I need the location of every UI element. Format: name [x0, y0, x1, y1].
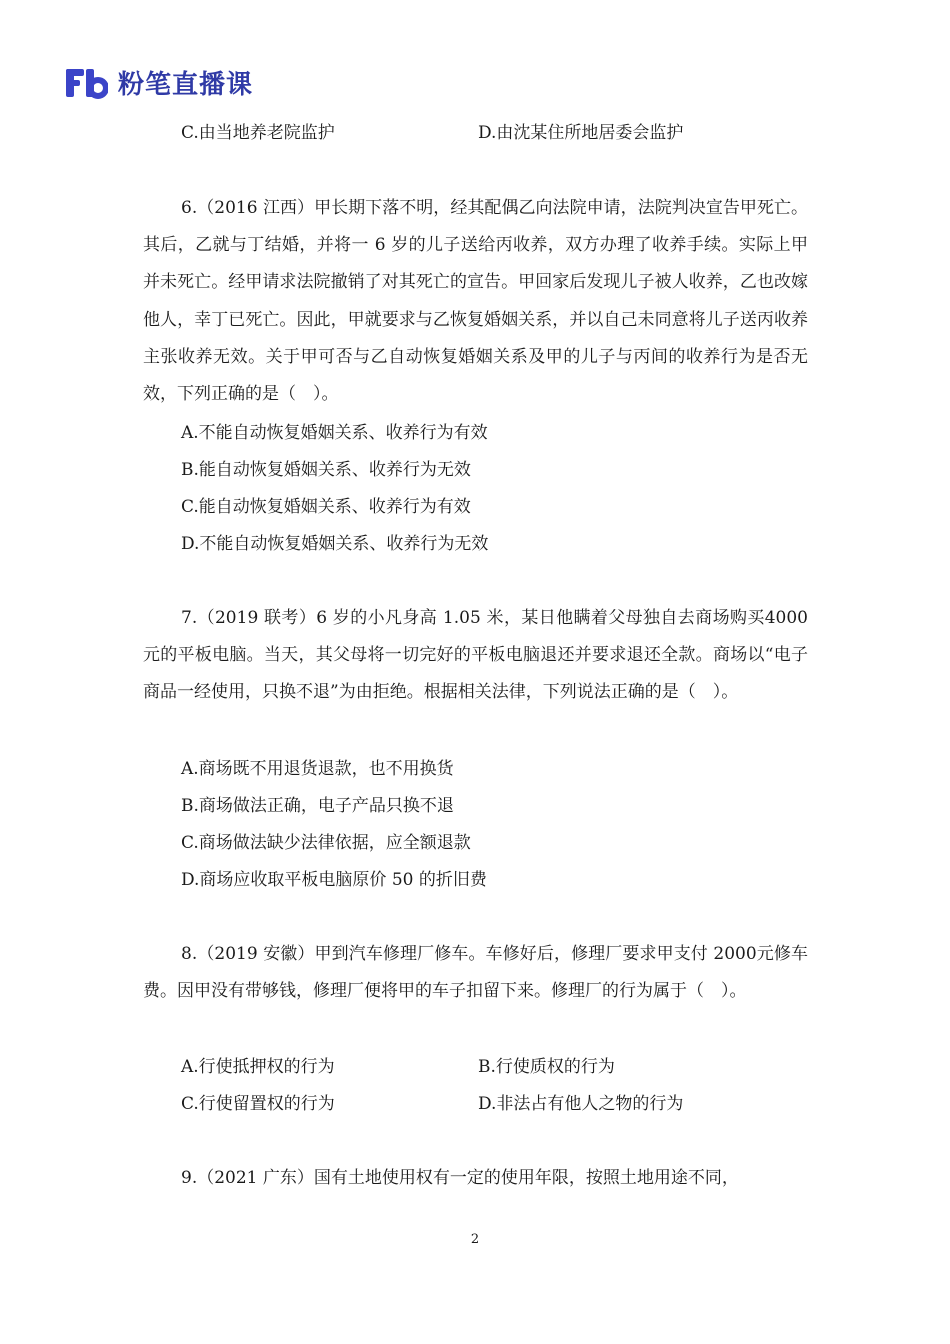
q8-option-b: B.行使质权的行为 — [478, 1057, 615, 1077]
q7-option-b: B.商场做法正确，电子产品只换不退 — [181, 796, 454, 816]
q8-option-d: D.非法占有他人之物的行为 — [478, 1094, 684, 1114]
page-number: 2 — [470, 1232, 480, 1247]
q8-stem: 8.（2019 安徽）甲到汽车修理厂修车。车修好后，修理厂要求甲支付 2000元修车费。因甲没有带够钱，修理厂便将甲的车子扣留下来。修理厂的行为属于（ ）。 — [143, 944, 808, 1002]
q8-option-a: A.行使抵押权的行为 — [181, 1057, 335, 1077]
q6-option-c: C.能自动恢复婚姻关系、收养行为有效 — [181, 497, 471, 517]
q6-option-a: A.不能自动恢复婚姻关系、收养行为有效 — [181, 423, 488, 443]
q8-option-c: C.行使留置权的行为 — [181, 1094, 335, 1114]
brand-name: 粉笔直播课 — [118, 70, 254, 100]
q7-option-d: D.商场应收取平板电脑原价 50 的折旧费 — [181, 870, 487, 890]
q6-option-d: D.不能自动恢复婚姻关系、收养行为无效 — [181, 534, 489, 554]
q9-stem: 9.（2021 广东）国有土地使用权有一定的使用年限，按照土地用途不同， — [181, 1168, 739, 1188]
q5-option-c: C.由当地养老院监护 — [181, 123, 335, 143]
q6-option-b: B.能自动恢复婚姻关系、收养行为无效 — [181, 460, 471, 480]
q7-option-c: C.商场做法缺少法律依据，应全额退款 — [181, 833, 471, 853]
q5-option-d: D.由沈某住所地居委会监护 — [478, 123, 684, 143]
brand-logo — [66, 64, 253, 101]
q7-stem: 7.（2019 联考）6 岁的小凡身高 1.05 米，某日他瞒着父母独自去商场购买4000 元的平板电脑。当天，其父母将一切完好的平板电脑退还并要求退还全款。商场以“电子商品一经使用，只换不退”为由拒绝。根据相关法律，下列说法正确的是（ ）。 — [143, 608, 808, 703]
q6-stem: 6.（2016 江西）甲长期下落不明，经其配偶乙向法院申请，法院判决宣告甲死亡。其后，乙就与丁结婚，并将一 6 岁的儿子送给丙收养，双方办理了收养手续。实际上甲并未死亡。经甲请求法院撤销了对其死亡的宣告。甲回家后发现儿子被人收养，乙也改嫁他人，幸丁已死亡。因此，甲就要求与乙恢复婚姻关系，并以自己未同意将儿子送丙收养主张收养无效。关于甲可否与乙自动恢复婚姻关系及甲的儿子与丙间的收养行为是否无效，下列正确的是（ ）。 — [143, 198, 808, 405]
fb-logo-icon — [66, 67, 108, 99]
q7-option-a: A.商场既不用退货退款，也不用换货 — [181, 759, 454, 779]
